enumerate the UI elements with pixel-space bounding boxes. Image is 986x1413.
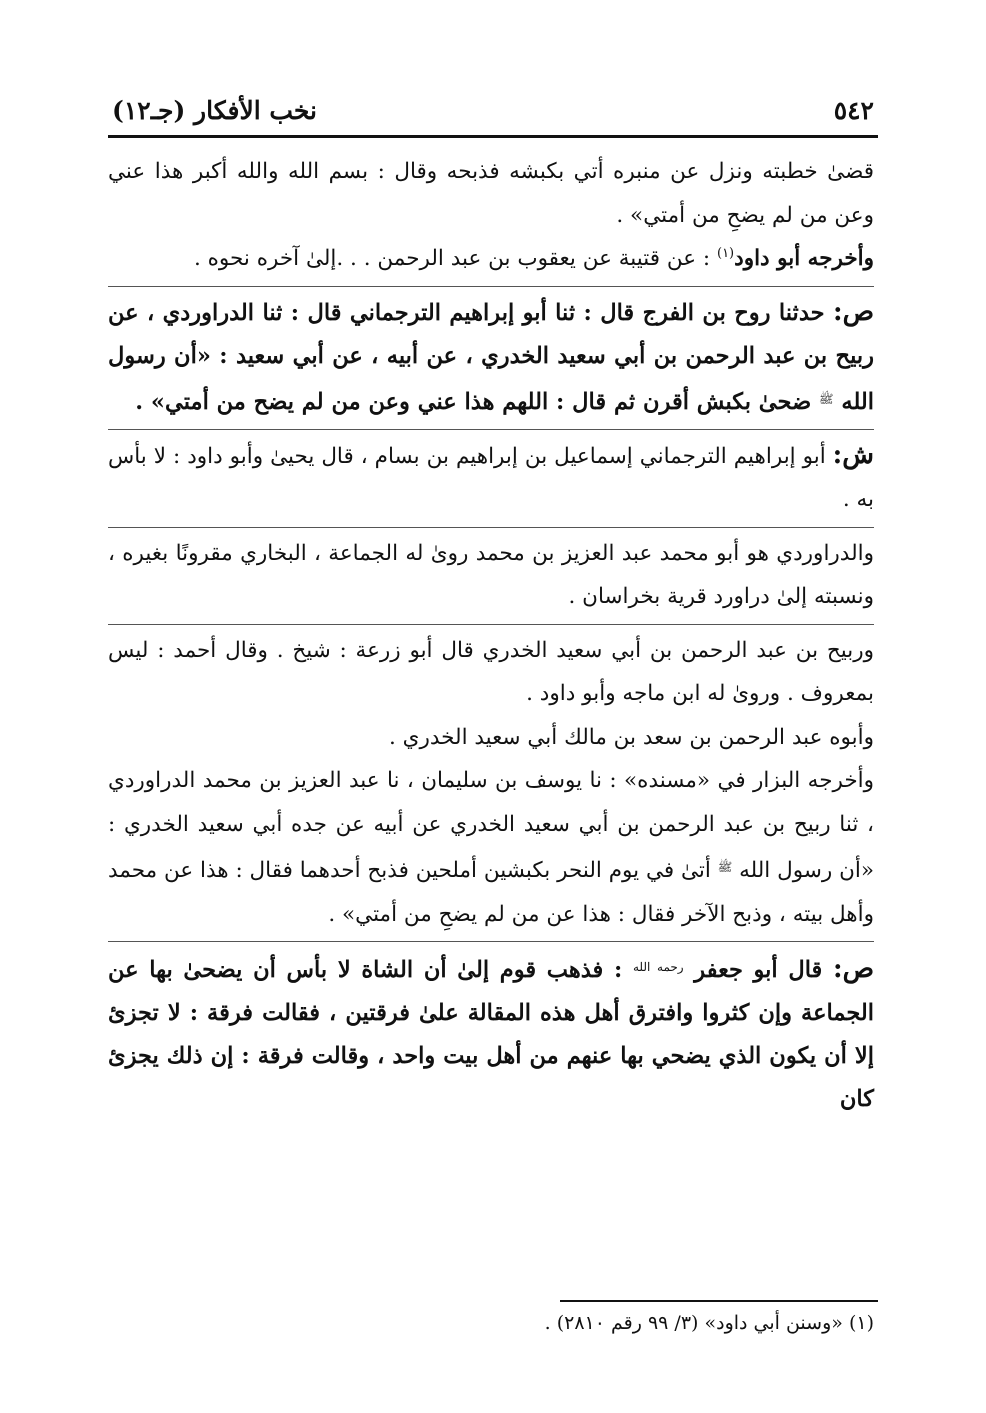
paragraph-text-cont: ضحىٰ بكبش أقرن ثم قال : اللهم هذا عني وعن من لم يضح من أمتي» .	[135, 388, 820, 415]
paragraph-text: والدراوردي هو أبو محمد عبد العزيز بن محمد روىٰ له الجماعة ، البخاري مقرونًا بغيره ، ونسبته إلىٰ دراورد قرية بخراسان .	[108, 540, 874, 609]
paragraph-text: حدثنا روح بن الفرج قال : ثنا أبو إبراهيم الترجماني قال : ثنا الدراوردي ، عن ربيح بن عبد الرحمن بن أبي سعيد الخدري ، عن أبيه ، عن أبي سعيد : «أن رسول الله	[108, 299, 874, 415]
paragraph-bazzar	[108, 759, 874, 936]
section-label: ش:	[832, 439, 874, 470]
paragraph-text: وأبوه عبد الرحمن بن سعد بن مالك أبي سعيد الخدري .	[388, 724, 874, 750]
running-header	[112, 86, 874, 126]
paragraph-text: وأخرجه البزار في «مسنده» : نا يوسف بن سليمان ، نا عبد العزيز بن محمد الدراوردي ، ثنا ربيح بن عبد الرحمن بن أبي سعيد الخدري عن أبيه عن جده أبي سعيد الخدري : «أن رسول الله	[108, 768, 874, 883]
paragraph-text: قال أبو جعفر	[694, 957, 833, 983]
paragraph-text: : عن قتيبة عن يعقوب بن عبد الرحمن . . .إلىٰ آخره نحوه .	[193, 246, 717, 271]
paragraph-rubayh	[108, 624, 874, 716]
paragraph-text: أبو إبراهيم الترجماني إسماعيل بن إبراهيم بن بسام ، قال يحيىٰ وأبو داود : لا بأس به .	[108, 443, 874, 512]
section-label: ص:	[832, 296, 874, 327]
honorific-mark: رحمه الله	[632, 960, 684, 974]
paragraph-lead: وأخرجه أبو داود	[734, 246, 874, 271]
paragraph-father	[108, 716, 874, 760]
main-text	[108, 150, 874, 1121]
footnote-number: (١)	[848, 1312, 874, 1334]
section-label: ص:	[832, 954, 875, 984]
footnote-ref: (١)	[716, 245, 735, 261]
honorific-mark: ﷺ	[717, 860, 733, 874]
paragraph-hadith-end	[108, 150, 874, 237]
paragraph-shin-commentary	[108, 429, 874, 522]
paragraph-sad-abu-jafar	[108, 941, 874, 1121]
paragraph-darawardi	[108, 527, 874, 619]
page-number: ٥٤٢	[833, 96, 874, 125]
paragraph-sad-hadith	[108, 286, 874, 424]
paragraph-text: قضىٰ خطبته ونزل عن منبره أتي بكبشه فذبحه وقال : بسم الله والله أكبر هذا عني وعن من لم يضحِ من أمتي» .	[108, 159, 874, 228]
header-divider	[108, 135, 878, 138]
honorific-mark: ﷺ	[819, 391, 834, 406]
footnote-text: «وسنن أبي داود» (٣/ ٩٩ رقم ٢٨١٠) .	[544, 1312, 843, 1334]
paragraph-text-cont: : فذهب قوم إلىٰ أن الشاة لا بأس أن يضحىٰ بها عن الجماعة وإن كثروا وافترق أهل هذه المقالة علىٰ فرقتين ، فقالت فرقة : لا تجزئ إلا أن يكون الذي يضحي بها عنهم من أهل بيت واحد ، وقالت فرقة : إن ذلك يجزئ كان	[108, 957, 874, 1112]
footnote-divider	[560, 1300, 878, 1302]
paragraph-text-cont: أتىٰ في يوم النحر بكبشين أملحين فذبح أحدهما فقال : هذا عن محمد وأهل بيته ، وذبح الآخر فقال : هذا عن من لم يضحِ من أمتي» .	[108, 858, 874, 927]
paragraph-text: وربيح بن عبد الرحمن بن أبي سعيد الخدري قال أبو زرعة : شيخ . وقال أحمد : ليس بمعروف . وروىٰ له ابن ماجه وأبو داود .	[108, 637, 874, 706]
footnote	[108, 1308, 874, 1338]
book-title: نخب الأفكار (جـ١٢)	[112, 96, 318, 125]
paragraph-abu-dawud	[108, 237, 874, 281]
